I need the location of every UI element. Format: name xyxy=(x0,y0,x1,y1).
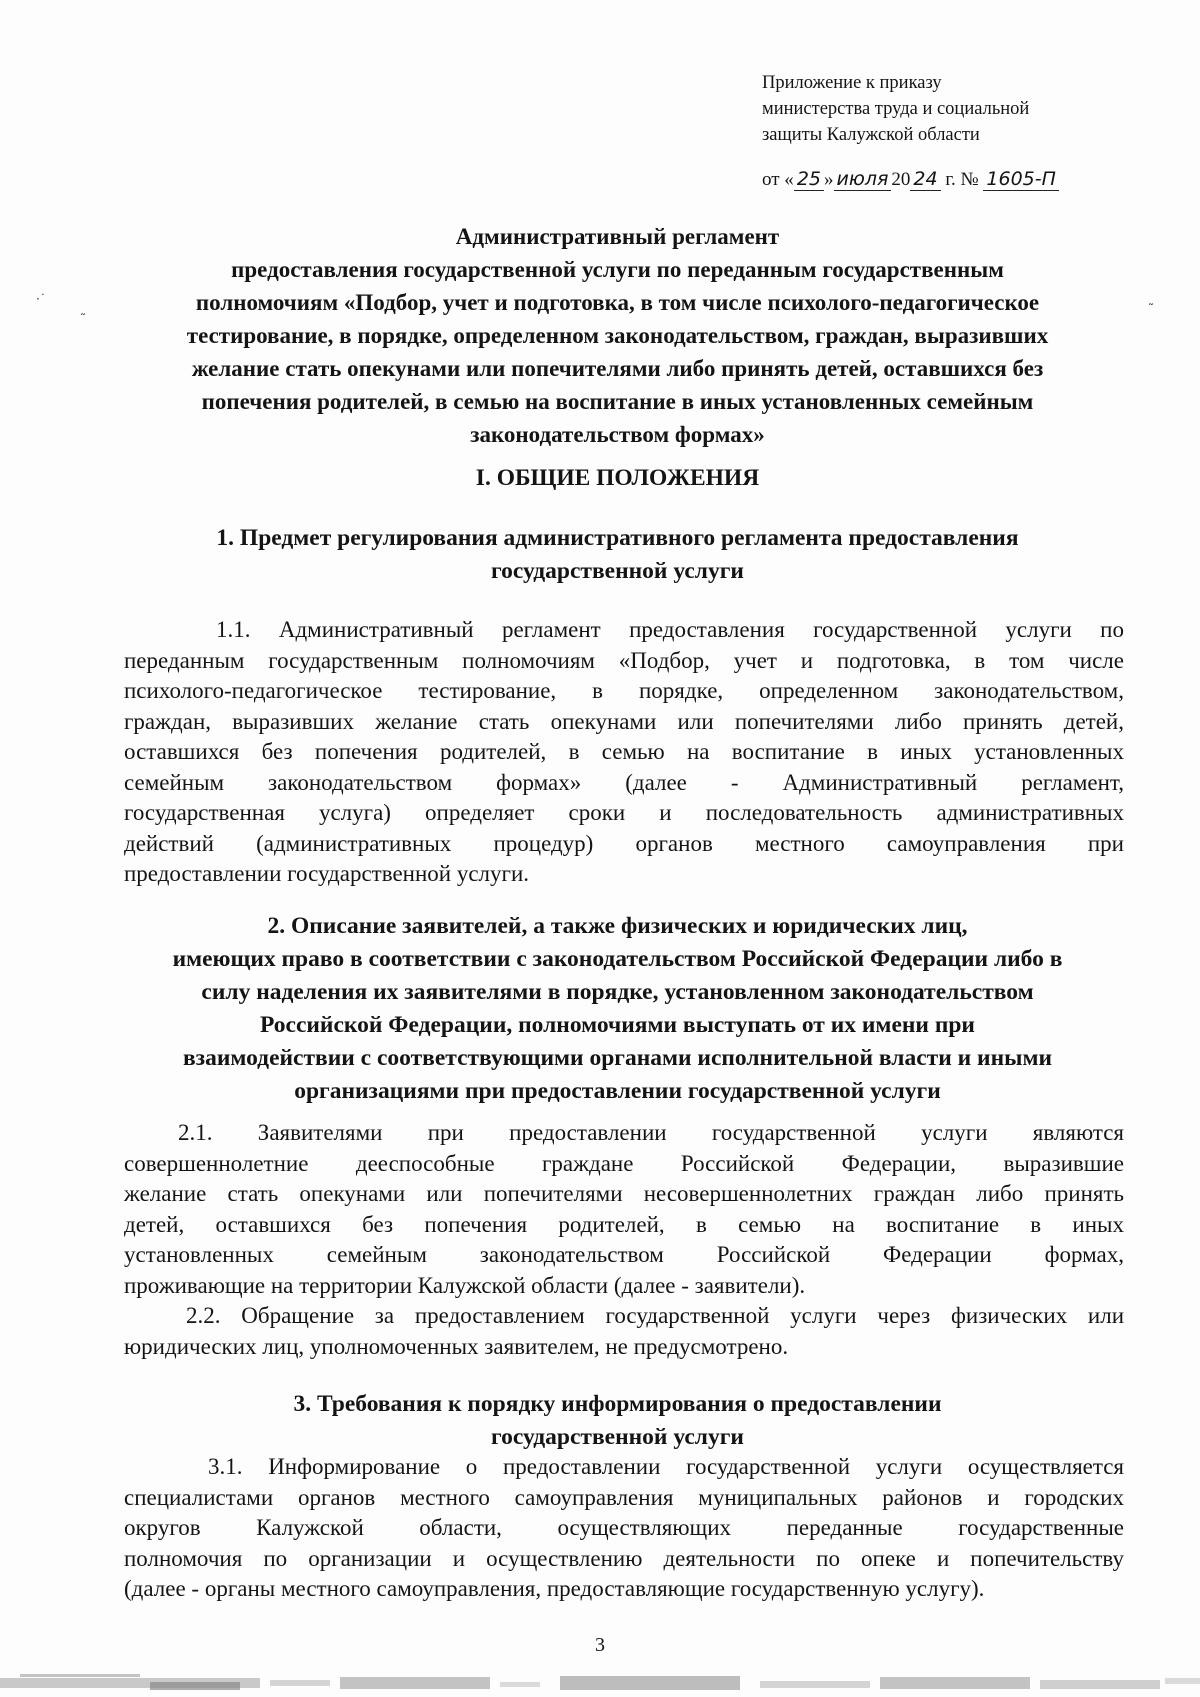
paragraph-line: 1.1. Административный регламент предоставления государственной услуги по xyxy=(216,617,1124,642)
title-line: предоставления государственной услуги по переданным государственным xyxy=(231,257,1004,282)
paragraph-line: округов Калужской области, осуществляющих переданные государственные xyxy=(124,1515,1124,1540)
paragraph-line: детей, оставшихся без попечения родителей, в семью на воспитание в иных xyxy=(124,1211,1124,1237)
section-heading-line: организациями при предоставлении государственной услуги xyxy=(294,1078,941,1104)
part-heading xyxy=(110,462,1125,495)
approval-note xyxy=(762,70,1162,148)
paragraph-line: психолого-педагогическое тестирование, в порядке, определенном законодательством, xyxy=(124,678,1124,703)
paragraph-1-1 xyxy=(124,615,1124,890)
order-quote-close: » xyxy=(824,169,834,190)
paragraph-line: установленных семейным законодательством Российской Федерации формах, xyxy=(124,1242,1124,1267)
section-1-heading xyxy=(110,522,1125,588)
paragraph-line: специалистами органов местного самоуправления муниципальных районов и городских xyxy=(124,1484,1124,1510)
title-line: попечения родителей, в семью на воспитание в иных установленных семейным xyxy=(201,389,1034,414)
paragraph-line: предоставлении государственной услуги. xyxy=(124,861,530,886)
order-year-prefix: 20 xyxy=(891,169,911,190)
section-3-heading xyxy=(110,1388,1125,1454)
paragraph-line: совершеннолетние дееспособные граждане Российской Федерации, выразившие xyxy=(124,1150,1124,1176)
section-heading-line: имеющих право в соответствии с законодательством Российской Федерации либо в xyxy=(172,946,1063,972)
title-line: Административный регламент xyxy=(455,224,780,249)
paragraph-line: (далее - органы местного самоуправления, предоставляющие государственную услугу). xyxy=(124,1576,985,1601)
paragraph-3-1 xyxy=(124,1452,1124,1605)
order-prefix: от « xyxy=(762,169,794,190)
paragraph-line: желание стать опекунами или попечителями несовершеннолетних граждан либо принять xyxy=(124,1181,1124,1206)
order-date-number xyxy=(762,168,1059,191)
paragraph-line: оставшихся без попечения родителей, в семью на воспитание в иных установленных xyxy=(124,739,1124,764)
section-heading-line: государственной услуги xyxy=(491,1424,744,1450)
title-line: тестирование, в порядке, определенном законодательством, граждан, выразивших xyxy=(186,323,1049,348)
order-year-handwritten: 24 xyxy=(910,168,940,191)
paragraph-line: граждан, выразивших желание стать опекунами или попечителями либо принять детей, xyxy=(124,708,1124,734)
approval-line: защиты Калужской области xyxy=(762,125,980,145)
section-heading-line: 3. Требования к порядку информирования о предоставлении xyxy=(293,1391,942,1417)
paragraph-2-2 xyxy=(124,1301,1124,1362)
scan-speck: ·˙ xyxy=(36,292,46,306)
section-heading-line: 2. Описание заявителей, а также физических и юридических лиц, xyxy=(267,913,968,939)
title-line: полномочиям «Подбор, учет и подготовка, в том числе психолого-педагогическое xyxy=(195,290,1040,315)
paragraph-line: проживающие на территории Калужской области (далее - заявители). xyxy=(124,1272,806,1298)
title-line: законодательством формах» xyxy=(470,422,765,447)
section-heading-line: государственной услуги xyxy=(491,558,744,584)
order-day-handwritten: 25 xyxy=(794,168,824,191)
document-title xyxy=(110,220,1125,451)
scan-noise-strip xyxy=(0,1668,1200,1697)
scan-speck: ˜ xyxy=(1148,302,1154,316)
section-heading-line: взаимодействии с соответствующими органами исполнительной власти и иными xyxy=(182,1045,1053,1071)
part-heading-text: I. ОБЩИЕ ПОЛОЖЕНИЯ xyxy=(475,465,760,491)
approval-line: Приложение к приказу xyxy=(762,73,942,93)
paragraph-2-1 xyxy=(124,1118,1124,1301)
section-heading-line: Российской Федерации, полномочиями выступать от их имени при xyxy=(260,1012,975,1038)
paragraph-line: 3.1. Информирование о предоставлении государственной услуги осуществляется xyxy=(208,1454,1124,1479)
order-month-handwritten: июля xyxy=(834,168,892,191)
order-number-label: г. № xyxy=(940,169,979,190)
paragraph-line: юридических лиц, уполномоченных заявителем, не предусмотрено. xyxy=(124,1333,789,1359)
section-2-heading xyxy=(110,910,1125,1108)
order-number-handwritten: 1605-П xyxy=(983,168,1059,191)
paragraph-line: государственная услуга) определяет сроки и последовательность административных xyxy=(124,800,1124,825)
page-number: 3 xyxy=(595,1634,605,1656)
paragraph-line: 2.2. Обращение за предоставлением государственной услуги через физических или xyxy=(186,1303,1124,1328)
paragraph-line: полномочия по организации и осуществлению деятельности по опеке и попечительству xyxy=(124,1545,1124,1571)
paragraph-line: переданным государственным полномочиям «Подбор, учет и подготовка, в том числе xyxy=(124,647,1124,673)
section-heading-line: силу наделения их заявителями в порядке, установленном законодательством xyxy=(201,979,1034,1005)
paragraph-line: 2.1. Заявителями при предоставлении государственной услуги являются xyxy=(178,1120,1124,1145)
section-heading-line: 1. Предмет регулирования административного регламента предоставления xyxy=(216,525,1019,551)
paragraph-line: семейным законодательством формах» (далее - Административный регламент, xyxy=(124,769,1124,795)
paragraph-line: действий (административных процедур) органов местного самоуправления при xyxy=(124,830,1124,856)
title-line: желание стать опекунами или попечителями либо принять детей, оставшихся без xyxy=(191,356,1044,381)
scan-speck: ˜ xyxy=(80,312,86,326)
approval-line: министерства труда и социальной xyxy=(762,99,1030,119)
